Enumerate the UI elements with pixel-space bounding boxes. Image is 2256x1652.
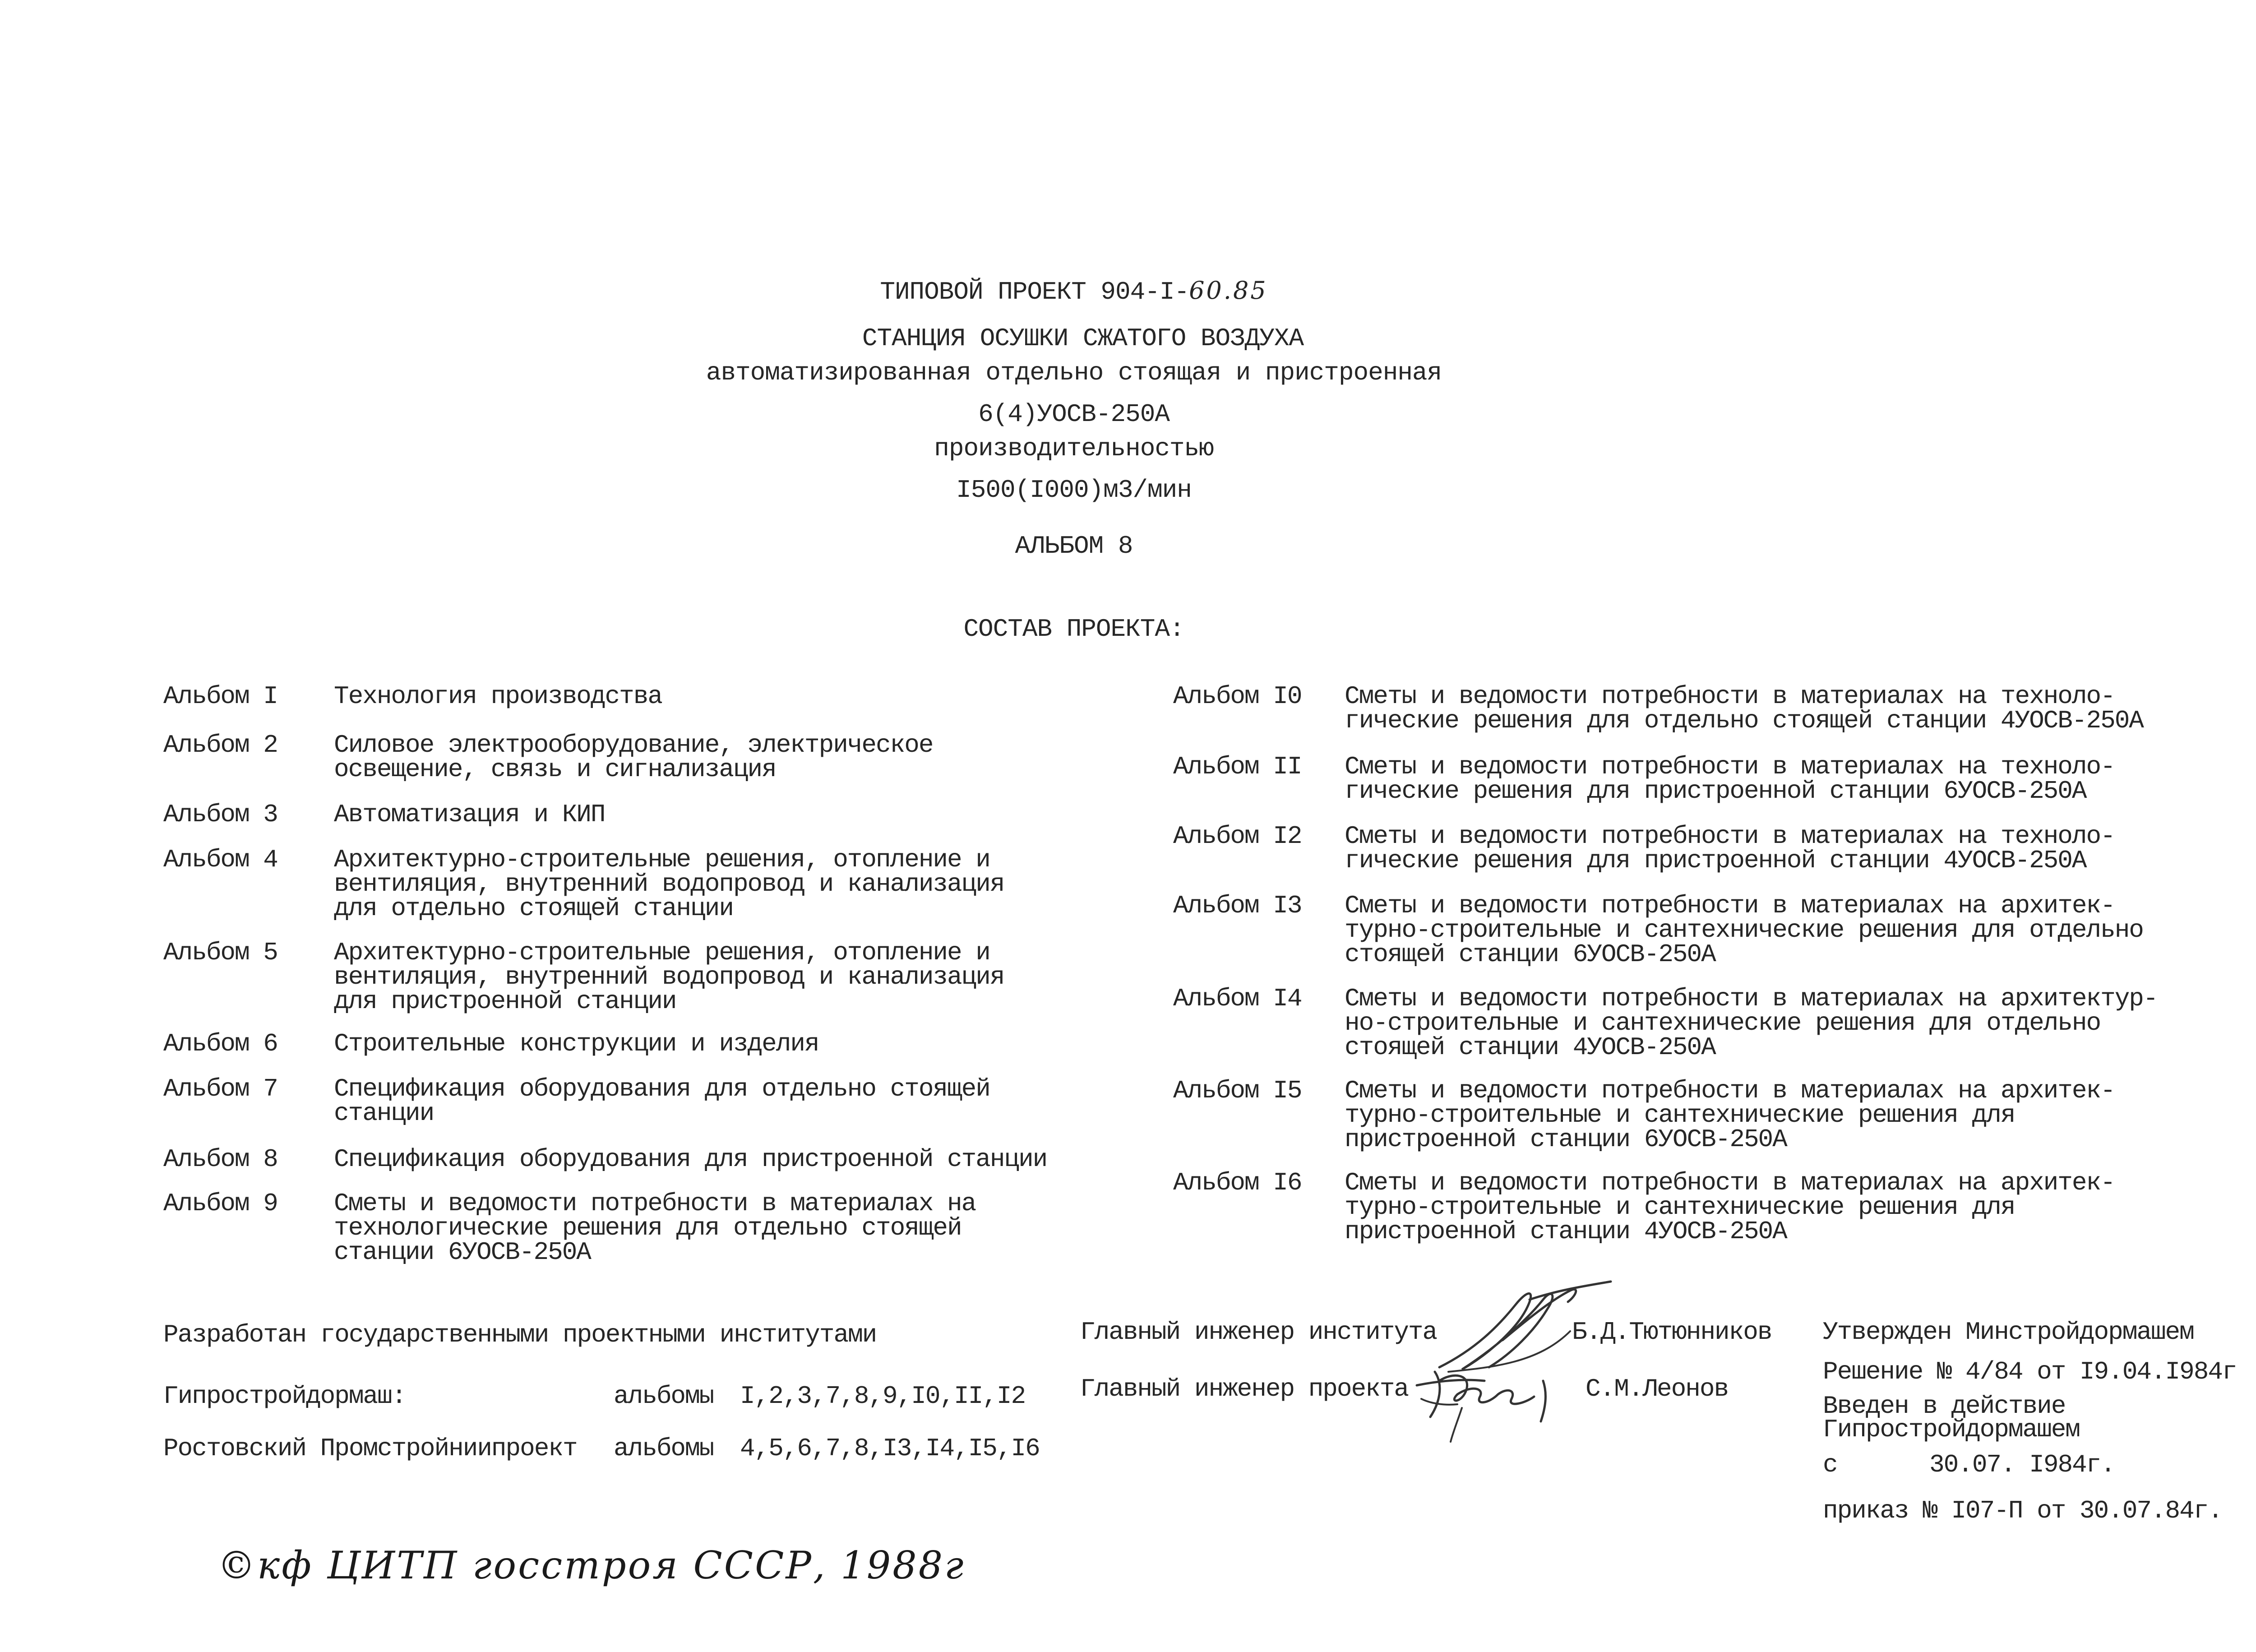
capacity-label: производительностью [934, 434, 1214, 463]
album-description [334, 1074, 990, 1128]
institute-2-albums: 4,5,6,7,8,I3,I4,I5,I6 [740, 1434, 1040, 1463]
album-label: Альбом 9 [163, 1189, 277, 1218]
album-description-line: для отдельно стоящей станции [334, 894, 733, 923]
album-description-line: Сметы и ведомости потребности в материалах на техноло- [1345, 822, 2115, 851]
album-description [1345, 986, 2158, 1060]
album-description [1345, 684, 2143, 733]
album-description [334, 1189, 976, 1267]
album-description-line: Технология производства [334, 682, 662, 711]
album-description-line: турно-строительные и сантехнические решения для [1345, 1101, 2015, 1129]
institute-2-albums-label: альбомы [614, 1434, 714, 1463]
album-description-line: но-строительные и сантехнические решения для отдельно [1345, 1009, 2101, 1037]
album-description-line: турно-строительные и сантехнические решения для [1345, 1193, 2015, 1222]
album-description [334, 682, 662, 711]
album-description-line: Сметы и ведомости потребности в материалах на техноло- [1345, 752, 2115, 781]
chief-engineer-institute-name: Б.Д.Тютюнников [1572, 1318, 1772, 1347]
copyright-stamp: ©кф ЦИТП госстроя СССР, 1988г [217, 1543, 966, 1587]
album-description-line: турно-строительные и сантехнические решения для отдельно [1345, 916, 2143, 944]
album-label: Альбом I5 [1173, 1076, 1302, 1105]
album-description-line: Спецификация оборудования для отдельно стоящей [334, 1074, 990, 1103]
project-number-prefix: ТИПОВОЙ ПРОЕКТ 904-I- [880, 278, 1189, 306]
institute-1-name: Гипростройдормаш: [163, 1382, 406, 1411]
album-description-line: гические решения для отдельно стоящей станции 4УОСВ-250А [1345, 706, 2143, 735]
chief-engineer-institute-label: Главный инженер института [1080, 1318, 1437, 1347]
album-label: Альбом I4 [1173, 984, 1302, 1013]
decision-line: Решение № 4/84 от I9.04.I984г [1823, 1357, 2237, 1386]
album-description [334, 938, 1004, 1016]
album-description-line: Спецификация оборудования для пристроенной станции [334, 1145, 1047, 1174]
album-label: Альбом I [163, 682, 277, 711]
album-description-line: вентиляция, внутренний водопровод и канализация [334, 870, 1004, 898]
album-number: АЛЬБОМ 8 [1015, 532, 1133, 560]
album-description [1345, 893, 2143, 967]
approved-line: Утвержден Минстройдормашем [1823, 1318, 2194, 1347]
capacity-value: I500(I000)м3/мин [956, 476, 1192, 504]
album-description-line: стоящей станции 6УОСВ-250А [1345, 940, 1715, 969]
album-description-line: стоящей станции 4УОСВ-250А [1345, 1033, 1715, 1062]
institute-2-name: Ростовский Промстройниипроект [163, 1434, 577, 1463]
album-label: Альбом I6 [1173, 1168, 1302, 1197]
album-label: Альбом 7 [163, 1074, 277, 1103]
album-description-line: гические решения для пристроенной станции 4УОСВ-250А [1345, 846, 2086, 875]
document-title: СТАНЦИЯ ОСУШКИ СЖАТОГО ВОЗДУХА [862, 324, 1304, 353]
album-label: Альбом I3 [1173, 891, 1302, 920]
album-description-line: Сметы и ведомости потребности в материалах на архитектур- [1345, 984, 2158, 1013]
album-label: Альбом I2 [1173, 822, 1302, 851]
album-description-line: Архитектурно-строительные решения, отопление и [334, 938, 990, 967]
composition-heading: СОСТАВ ПРОЕКТА: [963, 615, 1184, 643]
album-description [334, 847, 1004, 921]
document-subtitle: автоматизированная отдельно стоящая и пристроенная [706, 358, 1442, 387]
album-description [334, 1029, 819, 1058]
album-label: Альбом II [1173, 752, 1302, 781]
album-description-line: Сметы и ведомости потребности в материалах на архитек- [1345, 1076, 2115, 1105]
album-description-line: Силовое электрооборудование, электрическое [334, 731, 933, 759]
album-description-line: освещение, связь и сигнализация [334, 755, 776, 784]
album-description-line: пристроенной станции 4УОСВ-250А [1345, 1217, 1787, 1246]
chief-engineer-project-label: Главный инженер проекта [1080, 1374, 1408, 1403]
album-label: Альбом 6 [163, 1029, 277, 1058]
album-description-line: Сметы и ведомости потребности в материалах на техноло- [1345, 682, 2115, 711]
album-label: Альбом 5 [163, 938, 277, 967]
album-description-line: вентиляция, внутренний водопровод и канализация [334, 963, 1004, 991]
album-description-line: технологические решения для отдельно стоящей [334, 1213, 962, 1242]
developed-by: Разработан государственными проектными институтами [163, 1320, 877, 1349]
album-description [334, 802, 605, 827]
album-label: Альбом 3 [163, 800, 277, 829]
project-number-handwritten: 60.85 [1189, 276, 1268, 305]
album-label: Альбом 2 [163, 731, 277, 759]
from-label: с [1823, 1450, 1837, 1479]
album-description-line: станции [334, 1099, 434, 1128]
album-description [1345, 1168, 2115, 1246]
album-description [1345, 824, 2115, 873]
album-description [1345, 754, 2115, 803]
chief-engineer-project-name: С.М.Леонов [1586, 1374, 1729, 1403]
project-number [0, 276, 2220, 306]
station-model: 6(4)УОСВ-250А [978, 400, 1170, 429]
order-line: приказ № I07-П от 30.07.84г. [1823, 1496, 2222, 1525]
album-description-line: станции 6УОСВ-250А [334, 1238, 591, 1267]
album-description-line: гические решения для пристроенной станции 6УОСВ-250А [1345, 777, 2086, 805]
album-description-line: пристроенной станции 6УОСВ-250А [1345, 1125, 1787, 1154]
institute-1-albums: I,2,3,7,8,9,I0,II,I2 [740, 1382, 1026, 1411]
album-label: Альбом 4 [163, 845, 277, 874]
album-description-line: Строительные конструкции и изделия [334, 1029, 819, 1058]
institute-1-albums-label: альбомы [614, 1382, 714, 1411]
album-description-line: для пристроенной станции [334, 987, 676, 1016]
album-description-line: Сметы и ведомости потребности в материалах на [334, 1189, 976, 1218]
album-description-line: Сметы и ведомости потребности в материалах на архитек- [1345, 891, 2115, 920]
album-description-line: Архитектурно-строительные решения, отопление и [334, 845, 990, 874]
album-description [334, 733, 933, 782]
from-date: 30.07. I984г. [1929, 1450, 2115, 1479]
album-description [1345, 1078, 2115, 1152]
introduced-line-1: Введен в действие [1823, 1392, 2066, 1421]
album-label: Альбом 8 [163, 1145, 277, 1174]
signature-project-icon [1412, 1354, 1593, 1444]
album-description-line: Автоматизация и КИП [334, 800, 605, 829]
album-description-line: Сметы и ведомости потребности в материалах на архитек- [1345, 1168, 2115, 1197]
album-description [334, 1145, 1047, 1174]
introduced-line-2: Гипростройдормашем [1823, 1415, 2080, 1444]
album-label: Альбом I0 [1173, 682, 1302, 711]
